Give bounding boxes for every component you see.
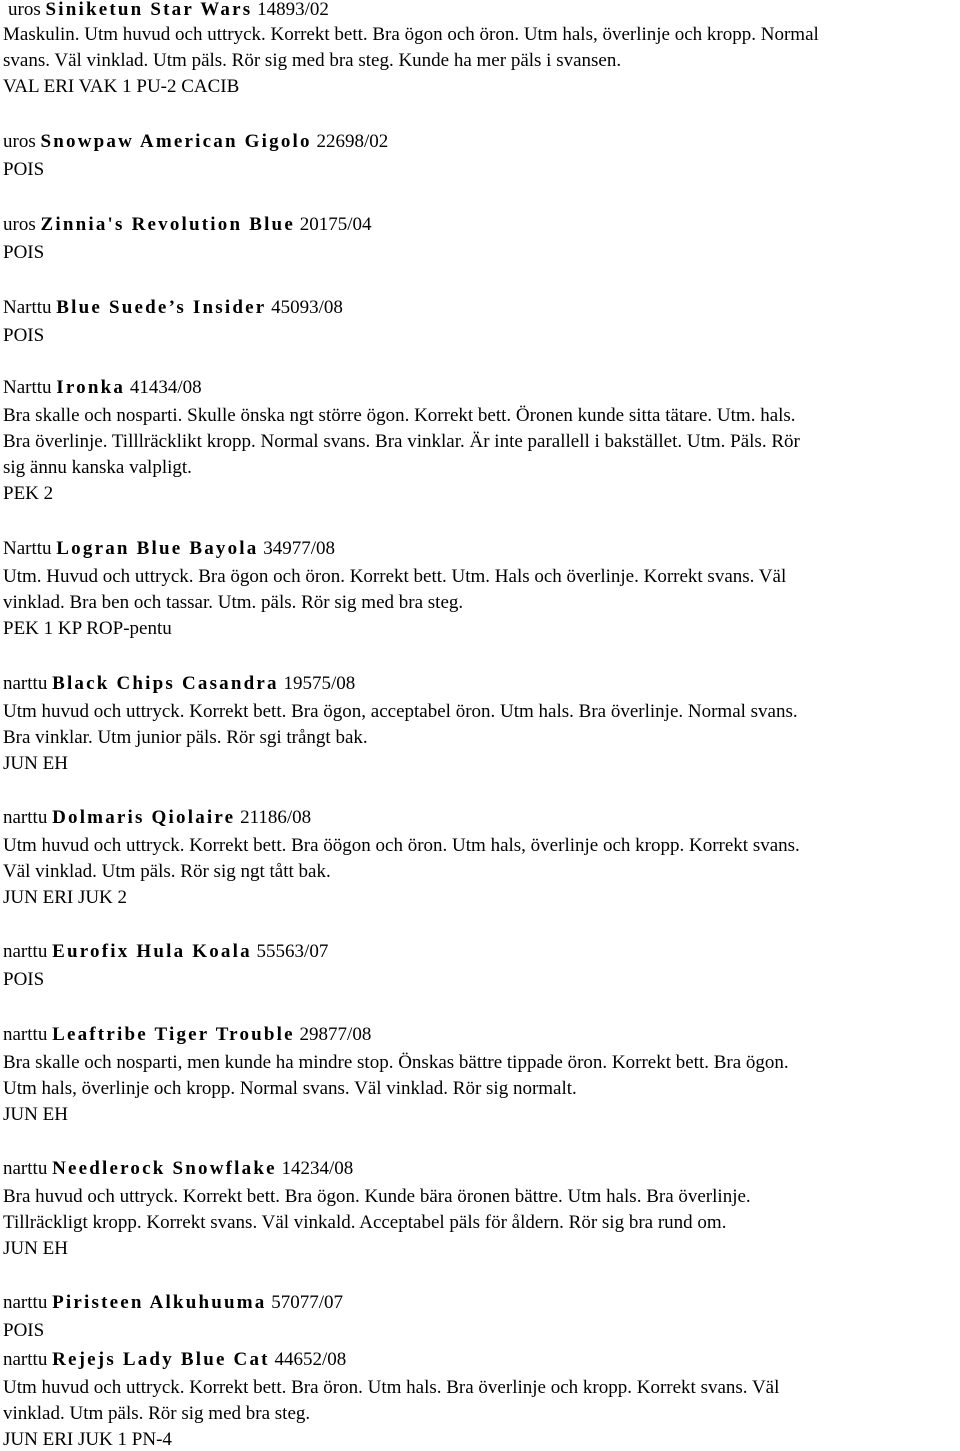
entry-heading [3,807,311,829]
result-line: POIS [3,969,45,990]
entry-sex: narttu [3,673,48,694]
entry-sex: uros [3,214,36,235]
critique-line: Bra vinklar. Utm junior päls. Rör sgi trångt bak. [3,727,368,748]
entry-sex: Narttu [3,297,52,318]
result-line: POIS [3,1320,45,1341]
entry-heading [3,1292,343,1314]
registration-number: 29877/08 [299,1024,372,1045]
entry-sex: Narttu [3,538,52,559]
dog-name: Zinnia's Revolution Blue [40,214,295,235]
registration-number: 19575/08 [283,673,356,694]
dog-name: Blue Suede’s Insider [56,297,267,318]
result-line: JUN EH [3,753,68,774]
registration-number: 14893/02 [257,0,329,20]
result-line: VAL ERI VAK 1 PU-2 CACIB [3,76,240,97]
dog-name: Dolmaris Qiolaire [52,807,236,828]
registration-number: 22698/02 [316,131,389,152]
entry-heading [3,673,355,695]
registration-number: 14234/08 [281,1158,354,1179]
entry-sex: narttu [3,1349,48,1370]
result-line: JUN EH [3,1104,68,1125]
entry-sex: uros [3,131,36,152]
entry-sex: narttu [3,1292,48,1313]
entry-sex: narttu [3,1024,48,1045]
dog-name: Piristeen Alkuhuuma [52,1292,267,1313]
dog-name: Siniketun Star Wars [45,0,253,20]
dog-name: Leaftribe Tiger Trouble [52,1024,295,1045]
registration-number: 55563/07 [256,941,329,962]
result-line: POIS [3,159,45,180]
critique-line: Bra skalle och nosparti. Skulle önska ngt större ögon. Korrekt bett. Öronen kunde sitta tätare. Utm. hals. [3,405,796,426]
dog-name: Black Chips Casandra [52,673,279,694]
entry-heading [3,131,388,153]
entry-sex: narttu [3,941,48,962]
dog-name: Rejejs Lady Blue Cat [52,1349,270,1370]
critique-line: sig ännu kanska valpligt. [3,457,192,478]
result-line: JUN ERI JUK 1 PN-4 [3,1429,172,1450]
entry-heading [3,1024,371,1046]
result-line: POIS [3,242,45,263]
critique-line: Bra huvud och uttryck. Korrekt bett. Bra ögon. Kunde bära öronen bättre. Utm hals. Bra överlinje. [3,1186,751,1207]
dog-name: Ironka [56,377,126,398]
critique-line: Utm hals, överlinje och kropp. Normal svans. Väl vinklad. Rör sig normalt. [3,1078,577,1099]
registration-number: 41434/08 [129,377,202,398]
critique-line: Utm huvud och uttryck. Korrekt bett. Bra ögon, acceptabel öron. Utm hals. Bra överlinje. Normal svans. [3,701,798,722]
entry-heading [3,941,328,963]
result-line: PEK 2 [3,483,54,504]
critique-line: vinklad. Bra ben och tassar. Utm. päls. Rör sig med bra steg. [3,592,464,613]
dog-name: Needlerock Snowflake [52,1158,277,1179]
entry-sex: uros [8,0,41,20]
entry-sex: Narttu [3,377,52,398]
result-line: PEK 1 KP ROP-pentu [3,618,172,639]
critique-line: Utm huvud och uttryck. Korrekt bett. Bra öögon och öron. Utm hals, överlinje och kropp. Korrekt svans. [3,835,800,856]
critique-line: Utm. Huvud och uttryck. Bra ögon och öron. Korrekt bett. Utm. Hals och överlinje. Korrekt svans. Väl [3,566,787,587]
critique-line: vinklad. Utm päls. Rör sig med bra steg. [3,1403,311,1424]
registration-number: 45093/08 [271,297,343,318]
entry-heading [3,1349,346,1371]
result-line: JUN ERI JUK 2 [3,887,128,908]
dog-name: Logran Blue Bayola [56,538,259,559]
result-line: JUN EH [3,1238,68,1259]
critique-line: svans. Väl vinklad. Utm päls. Rör sig med bra steg. Kunde ha mer päls i svansen. [3,50,622,71]
critique-line: Utm huvud och uttryck. Korrekt bett. Bra öron. Utm hals. Bra överlinje och kropp. Korrekt svans. Väl [3,1377,780,1398]
entry-heading [3,1158,353,1180]
entry-heading [3,214,371,236]
result-line: POIS [3,325,45,346]
dog-name: Snowpaw American Gigolo [40,131,312,152]
registration-number: 34977/08 [263,538,336,559]
dog-name: Eurofix Hula Koala [52,941,252,962]
entry-heading [3,377,202,399]
entry-sex: narttu [3,1158,48,1179]
critique-line: Väl vinklad. Utm päls. Rör sig ngt tått bak. [3,861,331,882]
entry-sex: narttu [3,807,48,828]
registration-number: 21186/08 [240,807,312,828]
entry-heading [3,297,343,319]
critique-line: Maskulin. Utm huvud och uttryck. Korrekt bett. Bra ögon och öron. Utm hals, överlinje och kropp. Normal [3,24,819,45]
critique-line: Bra överlinje. Tilllräcklikt kropp. Normal svans. Bra vinklar. Är inte parallell i bakstället. Utm. Päls. Rör [3,431,800,452]
critique-line: Tillräckligt kropp. Korrekt svans. Väl vinkald. Acceptabel päls för åldern. Rör sig bra rund om. [3,1212,727,1233]
registration-number: 57077/07 [271,1292,344,1313]
entry-heading [3,538,335,560]
registration-number: 44652/08 [274,1349,347,1370]
registration-number: 20175/04 [299,214,372,235]
entry-heading [8,0,329,21]
critique-line: Bra skalle och nosparti, men kunde ha mindre stop. Önskas bättre tippade öron. Korrekt bett. Bra ögon. [3,1052,789,1073]
